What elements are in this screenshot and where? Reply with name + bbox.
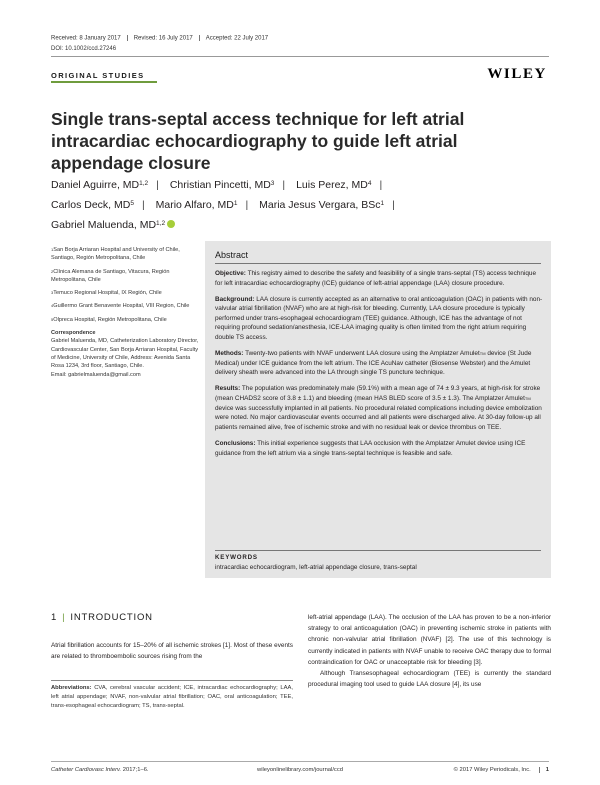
- abstract-results: Results: The population was predominately male (59.1%) with a mean age of 74 ± 9.3 years, at high-risk for stroke (mean CHADS2 score of 3.8 ± 1.1) and bleeding (mean HAS BLED score of 3.5 ± 1.3). The Amplatzer Amulet™ device was successfully implanted in all patients. No procedural related complications including device embolization were noted. No major cardiovascular events occurred and all patients were discharged alive. At 30-day follow-up all patients remained alive, free of ischemic stroke and with no residual leak or device thrombus on TEE.: [215, 385, 542, 431]
- footer-divider: [51, 761, 549, 762]
- affiliation: $^3$Temuco Regional Hospital, IX Región, Chile: [51, 290, 162, 297]
- section-underline: [51, 81, 157, 83]
- accepted-date: Accepted: 22 July 2017: [205, 35, 269, 42]
- correspondence-text: Gabriel Maluenda, MD, Catheterization Laboratory Director, Cardiovascular Center, San Borja Arriaran Hospital, Faculty of Medicine, University of Chile, Address: Avenida Santa Rosa 1234, 3rd floor, Santiago, Chile.: [51, 338, 199, 370]
- author[interactable]: Daniel Aguirre, MD$^{1,2}$: [51, 179, 149, 191]
- received-date: Received: 8 January 2017: [51, 35, 121, 42]
- section-heading: 1 | INTRODUCTION: [51, 612, 153, 623]
- body-paragraph: Although Transesophageal echocardiogram (TEE) is currently the standard procedural imaging tool used to guide LAA closure [4], its use: [308, 670, 551, 689]
- abbreviations: Abbreviations: CVA, cerebral vascular accident; ICE, intracardiac echocardiography; LAA, left atrial appendage; NVAF, non-valvular atrial fibrillation; OAC, oral anticoagulation; TEE, trans-esophageal echocardiogram; TS, trans-septal.: [51, 685, 293, 709]
- author[interactable]: Christian Pincetti, $MD^3$: [169, 179, 275, 191]
- article-title: Single trans-septal access technique for left atrial intracardiac echocardiography to guide left atrial appendage closure: [51, 109, 465, 173]
- date-separator: [127, 35, 128, 41]
- author-list: Daniel Aguirre, MD$^{1,2}$ | Christian Pincetti, $MD^3$ | Luis Perez, $MD^4$ | Carlos Deck, $MD^5$ | Mario Alfaro, $MD^1$ | Maria Jesus Vergara, BSc$^1$ | Gabriel Maluenda, MD$^{1,2}$: [51, 179, 395, 231]
- keywords-divider: [215, 550, 541, 551]
- publisher-logo: WILEY: [487, 66, 547, 82]
- abstract-body: [215, 269, 543, 465]
- correspondence-heading: Correspondence: [51, 330, 96, 337]
- section-label: ORIGINAL STUDIES: [51, 71, 145, 80]
- doi[interactable]: DOI: 10.1002/ccd.27246: [51, 46, 117, 52]
- article-dates: [51, 35, 268, 42]
- keywords-list: intracardiac echocardiogram, left-atrial appendage closure, trans-septal: [215, 564, 417, 571]
- author[interactable]: Mario Alfaro, $MD^1$: [155, 199, 238, 211]
- date-separator: [199, 35, 200, 41]
- revised-date: Revised: 16 July 2017: [133, 35, 193, 42]
- page-number: 1: [539, 767, 549, 773]
- body-paragraph: left-atrial appendage (LAA). The occlusion of the LAA has proven to be a non-inferior strategy to oral anticoagulation (OAC) in preventing ischemic stroke in patients with chronic non-valvular atrial fibrillation (NVAF) [2]. The use of this technology is currently indicated in patients with NVAF unable to receive OAC therapy due to formal contraindication for OAC or unacceptable risk for bleeding [3].: [308, 614, 551, 666]
- header-divider: [51, 56, 549, 57]
- correspondence-email[interactable]: Email: gabrielmaluenda@gmail.com: [51, 371, 141, 378]
- intro-paragraph: Atrial fibrillation accounts for 15–20% of all ischemic strokes [1]. Most of these events are related to thromboembolic sources rising from the: [51, 642, 293, 661]
- orcid-icon[interactable]: [167, 220, 175, 228]
- abstract-background: Background: LAA closure is currently accepted as an alternative to oral anticoagulation (OAC) in patients with non-valvular atrial fibrillation (NVAF) who are at high-risk for bleeding. Currently, LAA closure procedure is typically performed under trans-esophageal echocardiogram (TEE) guidance. Although, ICE has the advantage of not requiring profound sedation/anesthesia, ICE-LAA imaging quality is often limited from the right atrium requiring double TS access.: [215, 295, 543, 342]
- body-text: [308, 612, 551, 690]
- abstract-box: [205, 241, 551, 578]
- footer-copyright: © 2017 Wiley Periodicals, Inc. 1: [453, 767, 549, 773]
- abbreviations-divider: [51, 680, 293, 681]
- author[interactable]: Maria Jesus Vergara, BSc$^1$: [259, 199, 385, 211]
- author[interactable]: Gabriel Maluenda, MD$^{1,2}$: [51, 219, 166, 231]
- affiliation: $^4$Guillermo Grant Benavente Hospital, VIII Region, Chile: [51, 303, 190, 310]
- affiliations: [51, 246, 199, 379]
- affiliation: $^2$Clínica Alemana de Santiago, Vitacura, Región Metropolitana, Chile: [51, 268, 170, 283]
- abstract-objective: Objective: This registry aimed to describe the safety and feasibility of a single trans-septal (TS) access technique for left intracardiac echocardiography (ICE) guidance of left-atrial appendage (LAA) closure procedure.: [215, 270, 537, 287]
- abstract-heading: Abstract: [215, 250, 249, 260]
- abstract-conclusions: Conclusions: This initial experience suggests that LAA occlusion with the Amplatzer Amulet device using ICE guidance from the left atrium via a single trans-septal technique is feasible and safe.: [215, 439, 526, 457]
- abstract-divider: [215, 263, 541, 264]
- author[interactable]: Carlos Deck, $MD^5$: [51, 199, 134, 211]
- abstract-methods: Methods: Twenty-two patients with NVAF underwent LAA closure using the Amplatzer Amulet™ device (St Jude Medical) under ICE guidance from the left atrium. The ICE AcuNav catheter (Biosense Webster) and the Amulet delivery sheath were advanced into the LA through single TS puncture technique.: [215, 350, 532, 377]
- body-left-column: [51, 612, 293, 662]
- affiliation: $^5$Olpreca Hospital, Región Metropolitana, Chile: [51, 316, 167, 323]
- keywords-heading: KEYWORDS: [215, 554, 258, 561]
- body-right-column: [308, 612, 551, 690]
- affiliation: $^1$San Borja Arriaran Hospital and University of Chile, Santiago, Región Metropolitana, Chile: [51, 247, 180, 262]
- author[interactable]: Luis Perez, $MD^4$: [296, 179, 372, 191]
- footer-citation: Catheter Cardiovasc Interv. 2017;1–6.: [51, 767, 149, 773]
- footer-url[interactable]: wileyonlinelibrary.com/journal/ccd: [257, 767, 343, 773]
